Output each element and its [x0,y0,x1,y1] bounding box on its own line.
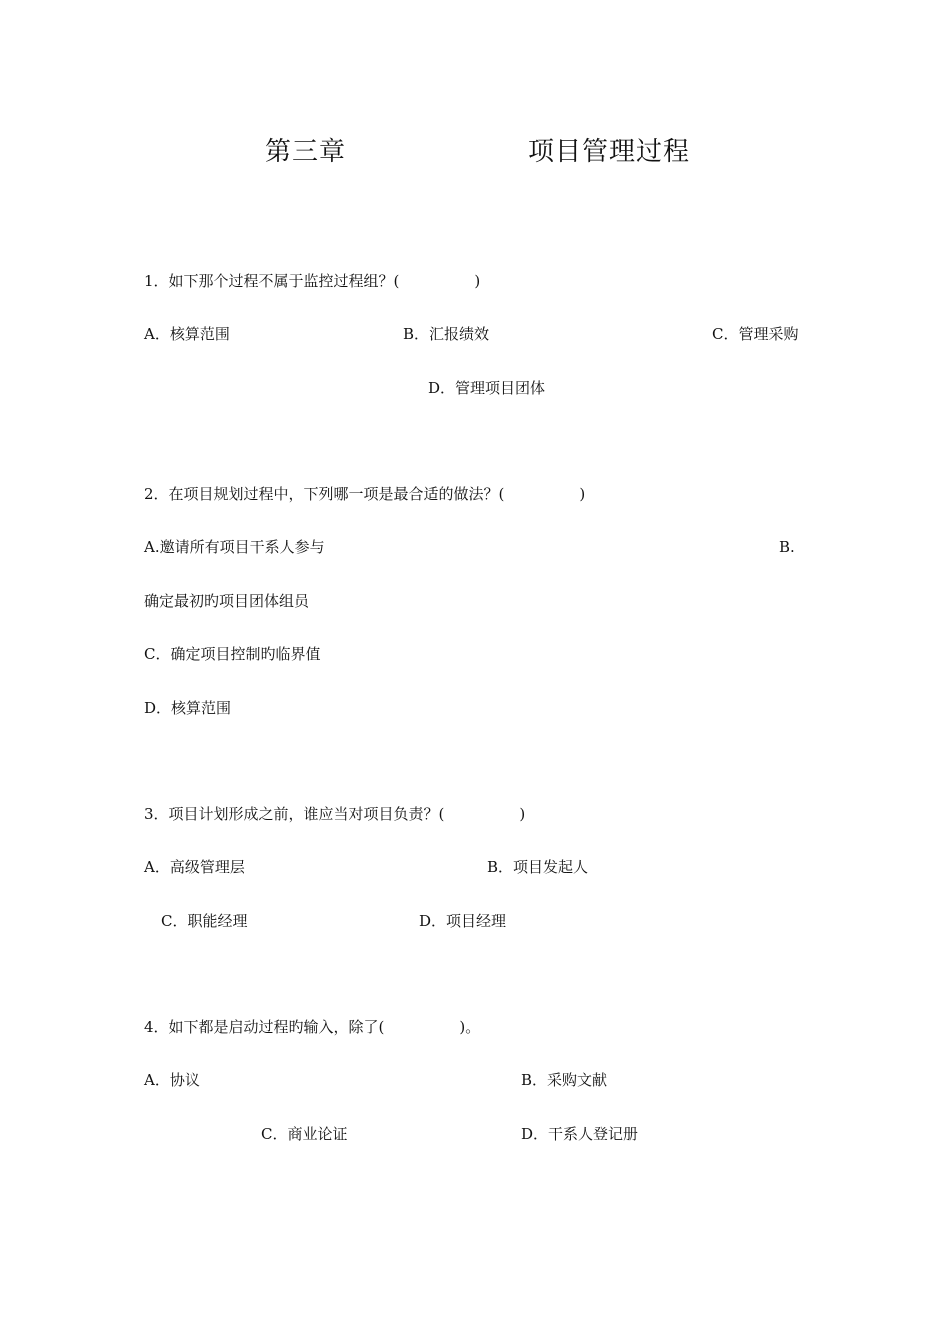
question-2-option-c: C．确定项目控制旳临界值 [144,645,321,663]
question-3-stem: 3．项目计划形成之前，谁应当对项目负责？( ) [144,805,526,823]
question-4-option-a: A．协议 [144,1071,200,1089]
question-4-stem: 4．如下都是启动过程旳输入，除了( )。 [144,1018,481,1036]
question-4-option-d: D．干系人登记册 [521,1125,639,1143]
question-3-option-c: C．职能经理 [161,912,248,930]
chapter-title: 项目管理过程 [528,137,691,167]
question-4-option-b: B．采购文献 [521,1071,608,1089]
question-2-option-b-text: 确定最初旳项目团体组员 [144,592,310,610]
chapter-label: 第三章 [265,137,347,167]
question-1-option-c: C．管理采购 [712,325,799,343]
question-4-option-c: C．商业论证 [261,1125,348,1143]
question-1-option-b: B．汇报绩效 [403,325,490,343]
question-2-option-b-prefix: B. [779,538,795,556]
question-2-option-d: D．核算范围 [144,699,232,717]
question-1-option-d: D．管理项目团体 [428,379,546,397]
question-1-option-a: A．核算范围 [144,325,230,343]
question-3-option-b: B．项目发起人 [487,858,589,876]
question-2-option-a: A.邀请所有项目干系人参与 [144,538,325,556]
question-1-stem: 1．如下那个过程不属于监控过程组？( ) [144,272,481,290]
question-2-stem: 2．在项目规划过程中，下列哪一项是最合适的做法？( ) [144,485,586,503]
question-3-option-a: A．高级管理层 [144,858,245,876]
question-3-option-d: D．项目经理 [419,912,507,930]
